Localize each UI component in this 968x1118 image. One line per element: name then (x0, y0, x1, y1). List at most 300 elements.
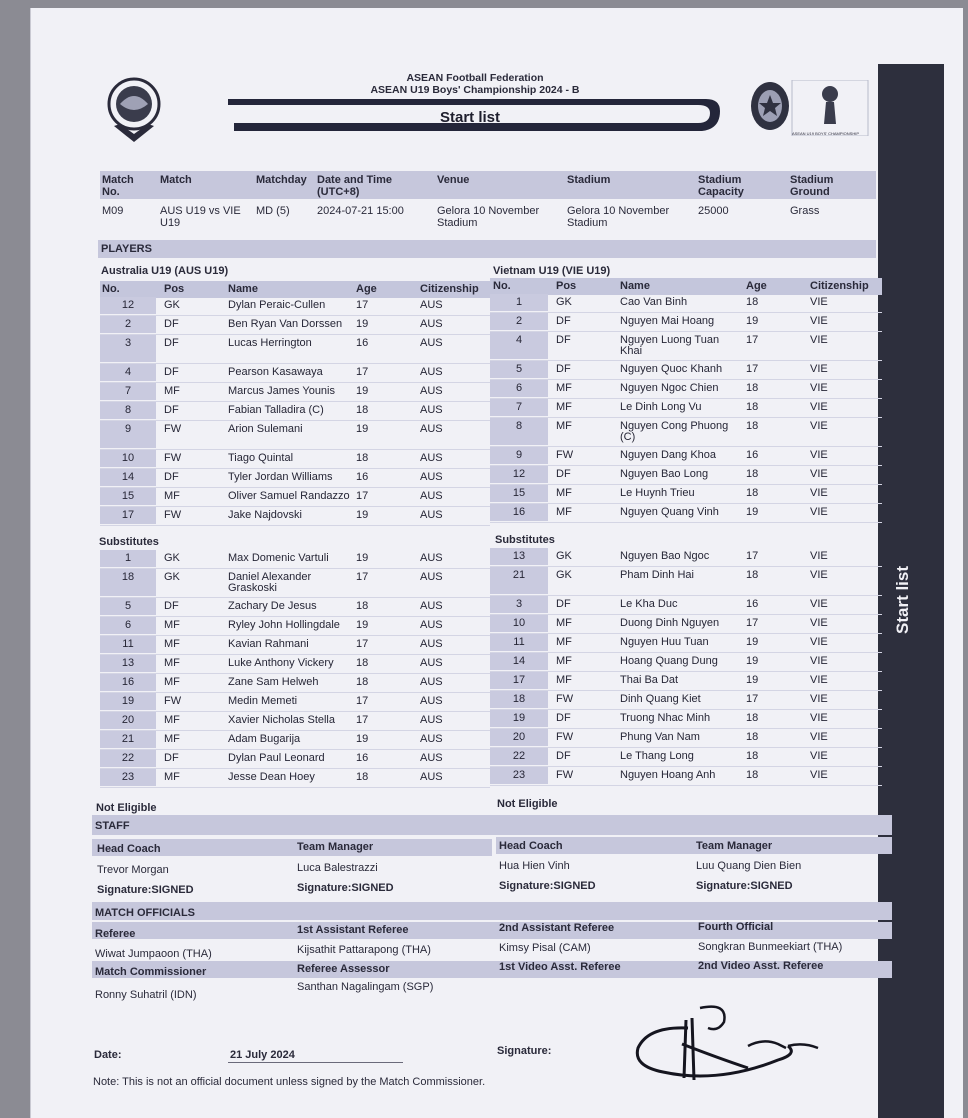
date-value: 21 July 2024 (230, 1049, 295, 1061)
player-age: 18 (356, 657, 369, 669)
player-no: 2 (515, 315, 523, 327)
player-name: Dylan Peraic-Cullen (228, 299, 326, 311)
player-no: 11 (513, 636, 525, 648)
player-pos: GK (164, 571, 180, 583)
player-name: Jake Najdovski (228, 509, 302, 521)
row-separator (100, 635, 490, 636)
row-separator (490, 690, 882, 691)
player-name: Thai Ba Dat (620, 674, 679, 686)
player-name: Nguyen Luong Tuan Khai (620, 334, 720, 357)
player-age: 19 (356, 423, 369, 435)
player-name: Nguyen Quang Vinh (620, 506, 719, 518)
commissioner-signature-icon (628, 998, 848, 1090)
column-header-citizenship: Citizenship (420, 283, 479, 295)
player-pos: MF (164, 385, 180, 397)
row-separator (100, 334, 490, 335)
team-name: Australia U19 (AUS U19) (101, 265, 229, 277)
player-name: Nguyen Huu Tuan (620, 636, 709, 648)
player-no: 17 (121, 509, 135, 521)
player-no: 9 (124, 423, 132, 435)
player-name: Nguyen Bao Long (620, 468, 709, 480)
player-pos: FW (164, 423, 182, 435)
row-separator (100, 749, 490, 750)
player-citizenship: VIE (810, 769, 828, 781)
row-separator (100, 711, 490, 712)
player-name: Ben Ryan Van Dorssen (228, 318, 343, 330)
player-pos: FW (556, 449, 574, 461)
player-age: 18 (746, 731, 759, 743)
player-name: Oliver Samuel Randazzo (228, 490, 350, 502)
player-pos: FW (556, 693, 574, 705)
player-age: 17 (356, 638, 369, 650)
staff-bar (92, 815, 892, 835)
player-age: 18 (746, 382, 759, 394)
player-age: 19 (356, 733, 369, 745)
players-bar (98, 240, 876, 258)
player-no: 4 (124, 366, 132, 378)
player-name: Nguyen Quoc Khanh (620, 363, 723, 375)
player-pos: FW (164, 452, 182, 464)
row-separator (100, 787, 490, 788)
player-no: 23 (512, 769, 526, 781)
vie-team-manager-signature: Signature:SIGNED (696, 880, 793, 892)
row-separator (100, 449, 490, 450)
row-separator (490, 331, 882, 332)
player-pos: MF (556, 382, 572, 394)
player-pos: FW (164, 509, 182, 521)
player-age: 18 (746, 769, 759, 781)
match-header-datetime: Date and Time (UTC+8) (317, 174, 392, 198)
player-pos: DF (164, 752, 179, 764)
player-age: 19 (356, 619, 369, 631)
player-no: 9 (515, 449, 523, 461)
row-separator (100, 363, 490, 364)
player-pos: MF (556, 636, 572, 648)
player-citizenship: AUS (420, 752, 443, 764)
vie-head-coach-signature: Signature:SIGNED (499, 880, 596, 892)
trophy-logo-caption: ASEAN U19 BOYS' CHAMPIONSHIP (792, 131, 860, 136)
column-header-name: Name (620, 280, 650, 292)
player-name: Cao Van Binh (620, 296, 688, 308)
player-name: Arion Sulemani (228, 423, 303, 435)
player-name: Nguyen Bao Ngoc (620, 550, 710, 562)
player-citizenship: VIE (810, 693, 828, 705)
player-age: 16 (356, 752, 369, 764)
player-citizenship: AUS (420, 638, 443, 650)
player-citizenship: AUS (420, 423, 443, 435)
player-name: Phung Van Nam (620, 731, 700, 743)
row-separator (100, 315, 490, 316)
player-pos: MF (164, 657, 180, 669)
match-value-match: AUS U19 vs VIE U19 (160, 205, 241, 229)
player-age: 17 (356, 299, 369, 311)
match-commissioner-name: Ronny Suhatril (IDN) (95, 989, 197, 1001)
column-header-no: No. (493, 280, 511, 292)
player-pos: DF (164, 337, 179, 349)
player-name: Le Huynh Trieu (620, 487, 695, 499)
row-separator (100, 525, 490, 526)
page-title: Start list (439, 109, 500, 126)
player-age: 19 (746, 674, 759, 686)
row-separator (100, 506, 490, 507)
player-no: 15 (121, 490, 135, 502)
player-citizenship: VIE (810, 468, 828, 480)
match-header-stadium: Stadium (567, 174, 611, 186)
player-citizenship: VIE (810, 674, 828, 686)
player-pos: DF (556, 334, 571, 346)
championship-name: ASEAN U19 Boys' Championship 2024 - B (370, 84, 580, 96)
player-no: 12 (512, 468, 526, 480)
row-separator (100, 768, 490, 769)
players-label: PLAYERS (101, 243, 152, 255)
player-age: 17 (746, 550, 759, 562)
player-pos: MF (164, 490, 180, 502)
player-no: 6 (124, 619, 132, 631)
player-pos: MF (164, 733, 180, 745)
player-pos: DF (556, 750, 571, 762)
player-no: 16 (121, 676, 135, 688)
player-name: Kavian Rahmani (228, 638, 309, 650)
match-header-capacity: Stadium Capacity (698, 174, 744, 198)
player-citizenship: VIE (810, 449, 828, 461)
fourth-official-label: Fourth Official (698, 921, 774, 933)
player-age: 18 (746, 569, 759, 581)
player-age: 17 (746, 363, 759, 375)
match-header-venue: Venue (437, 174, 470, 186)
edge-label: Start list (893, 565, 912, 635)
row-separator (490, 566, 882, 567)
player-no: 21 (512, 569, 526, 581)
player-name: Le Dinh Long Vu (620, 401, 702, 413)
second-assistant-referee-name: Kimsy Pisal (CAM) (499, 942, 591, 954)
player-pos: MF (556, 487, 572, 499)
player-pos: DF (164, 318, 179, 330)
player-pos: MF (556, 617, 572, 629)
player-citizenship: AUS (420, 714, 443, 726)
player-citizenship: AUS (420, 452, 443, 464)
player-no: 21 (121, 733, 135, 745)
match-header-matchday: Matchday (256, 174, 307, 186)
row-separator (100, 468, 490, 469)
player-no: 14 (512, 655, 526, 667)
player-no: 13 (512, 550, 526, 562)
match-header-ground: Stadium Ground (790, 174, 834, 198)
player-age: 18 (356, 676, 369, 688)
player-pos: MF (164, 714, 180, 726)
player-name: Ryley John Hollingdale (228, 619, 340, 631)
player-age: 18 (746, 750, 759, 762)
match-value-ground: Grass (790, 205, 820, 217)
match-commissioner-label: Match Commissioner (95, 966, 207, 978)
column-header-citizenship: Citizenship (810, 280, 869, 292)
not-eligible-label: Not Eligible (96, 802, 157, 814)
row-separator (490, 709, 882, 710)
player-citizenship: VIE (810, 487, 828, 499)
row-separator (490, 379, 882, 380)
player-pos: GK (556, 550, 572, 562)
player-name: Jesse Dean Hoey (228, 771, 315, 783)
player-citizenship: AUS (420, 490, 443, 502)
player-citizenship: VIE (810, 296, 828, 308)
team-name: Vietnam U19 (VIE U19) (493, 265, 611, 277)
fourth-official-name: Songkran Bunmeekiart (THA) (698, 941, 843, 953)
aff-logo-icon (104, 76, 164, 148)
player-age: 18 (356, 404, 369, 416)
first-var-label: 1st Video Asst. Referee (499, 961, 621, 973)
player-name: Hoang Quang Dung (620, 655, 718, 667)
player-age: 19 (356, 509, 369, 521)
player-pos: DF (556, 598, 571, 610)
column-header-name: Name (228, 283, 258, 295)
player-pos: FW (556, 769, 574, 781)
row-separator (490, 671, 882, 672)
player-no: 3 (515, 598, 523, 610)
row-separator (490, 484, 882, 485)
player-name: Tyler Jordan Williams (228, 471, 333, 483)
player-name: Tiago Quintal (228, 452, 294, 464)
player-pos: MF (164, 676, 180, 688)
player-name: Max Domenic Vartuli (228, 552, 329, 564)
player-age: 18 (356, 771, 369, 783)
aus-team-manager-name: Luca Balestrazzi (297, 862, 378, 874)
player-name: Fabian Talladira (C) (228, 404, 324, 416)
player-pos: FW (164, 695, 182, 707)
row-separator (490, 652, 882, 653)
player-name: Zane Sam Helweh (228, 676, 319, 688)
player-no: 19 (512, 712, 526, 724)
row-separator (490, 747, 882, 748)
player-no: 20 (512, 731, 526, 743)
player-citizenship: VIE (810, 382, 828, 394)
aus-team-manager-label: Team Manager (297, 841, 374, 853)
player-citizenship: AUS (420, 366, 443, 378)
player-name: Nguyen Mai Hoang (620, 315, 715, 327)
player-no: 12 (121, 299, 135, 311)
player-name: Dinh Quang Kiet (620, 693, 701, 705)
player-pos: MF (556, 401, 572, 413)
date-label: Date: (94, 1049, 122, 1061)
player-no: 7 (124, 385, 132, 397)
row-separator (100, 420, 490, 421)
player-no: 14 (121, 471, 135, 483)
player-name: Pham Dinh Hai (620, 569, 694, 581)
player-no: 1 (124, 552, 132, 564)
substitutes-label: Substitutes (99, 536, 159, 548)
row-separator (490, 785, 882, 786)
player-no: 19 (121, 695, 135, 707)
player-age: 19 (356, 318, 369, 330)
player-citizenship: VIE (810, 636, 828, 648)
player-citizenship: VIE (810, 617, 828, 629)
player-citizenship: AUS (420, 695, 443, 707)
player-citizenship: AUS (420, 619, 443, 631)
player-no: 17 (512, 674, 526, 686)
player-citizenship: AUS (420, 385, 443, 397)
second-var-label: 2nd Video Asst. Referee (698, 960, 824, 972)
player-age: 17 (356, 490, 369, 502)
row-separator (490, 614, 882, 615)
player-no: 22 (512, 750, 526, 762)
player-pos: DF (556, 315, 571, 327)
column-header-age: Age (746, 280, 767, 292)
player-citizenship: VIE (810, 731, 828, 743)
player-no: 11 (122, 638, 134, 650)
player-name: Marcus James Younis (228, 385, 335, 397)
referee-assessor-name: Santhan Nagalingam (SGP) (297, 981, 434, 993)
row-separator (490, 446, 882, 447)
player-age: 19 (746, 636, 759, 648)
match-value-capacity: 25000 (698, 205, 729, 217)
referee-assessor-label: Referee Assessor (297, 963, 390, 975)
player-name: Nguyen Cong Phuong (C) (620, 420, 729, 443)
match-value-no: M09 (102, 205, 124, 217)
player-citizenship: AUS (420, 509, 443, 521)
player-citizenship: AUS (420, 676, 443, 688)
staff-label: STAFF (95, 820, 130, 832)
player-pos: GK (556, 569, 572, 581)
player-citizenship: VIE (810, 420, 828, 432)
player-citizenship: VIE (810, 712, 828, 724)
referee-name: Wiwat Jumpaoon (THA) (95, 948, 212, 960)
player-age: 17 (356, 366, 369, 378)
match-value-stadium: Gelora 10 November Stadium (567, 205, 670, 229)
officials-bar (92, 902, 892, 920)
player-pos: DF (164, 366, 179, 378)
match-value-datetime: 2024-07-21 15:00 (317, 205, 404, 217)
player-citizenship: AUS (420, 657, 443, 669)
player-age: 16 (356, 471, 369, 483)
player-no: 1 (515, 296, 523, 308)
player-name: Le Kha Duc (620, 598, 678, 610)
player-citizenship: AUS (420, 571, 443, 583)
player-name: Duong Dinh Nguyen (620, 617, 720, 629)
player-name: Le Thang Long (620, 750, 694, 762)
player-no: 10 (512, 617, 526, 629)
federation-name: ASEAN Football Federation (406, 72, 544, 84)
date-underline (228, 1062, 403, 1063)
player-name: Zachary De Jesus (228, 600, 317, 612)
player-citizenship: AUS (420, 733, 443, 745)
player-age: 18 (356, 452, 369, 464)
player-citizenship: VIE (810, 315, 828, 327)
player-name: Dylan Paul Leonard (228, 752, 325, 764)
player-age: 18 (746, 487, 759, 499)
player-no: 16 (512, 506, 526, 518)
player-citizenship: VIE (810, 506, 828, 518)
aus-head-coach-label: Head Coach (97, 843, 161, 855)
row-separator (490, 312, 882, 313)
vie-team-manager-label: Team Manager (696, 840, 773, 852)
vie-head-coach-label: Head Coach (499, 840, 563, 852)
match-header-match: Match (160, 174, 192, 186)
player-no: 23 (121, 771, 135, 783)
second-assistant-referee-label: 2nd Assistant Referee (499, 922, 615, 934)
player-citizenship: VIE (810, 401, 828, 413)
player-citizenship: AUS (420, 337, 443, 349)
player-age: 16 (356, 337, 369, 349)
aus-head-coach-signature: Signature:SIGNED (97, 884, 194, 896)
player-no: 10 (121, 452, 135, 464)
player-no: 22 (121, 752, 135, 764)
row-separator (490, 465, 882, 466)
player-name: Nguyen Ngoc Chien (620, 382, 719, 394)
match-value-venue: Gelora 10 November Stadium (437, 205, 540, 229)
federation-heading (330, 72, 620, 96)
player-name: Daniel Alexander Graskoski (228, 571, 312, 594)
player-no: 18 (512, 693, 526, 705)
row-separator (100, 597, 490, 598)
player-pos: MF (164, 638, 180, 650)
player-pos: MF (556, 674, 572, 686)
player-age: 17 (746, 334, 759, 346)
player-pos: MF (164, 619, 180, 631)
row-separator (100, 401, 490, 402)
player-citizenship: VIE (810, 598, 828, 610)
player-citizenship: VIE (810, 363, 828, 375)
player-age: 18 (746, 468, 759, 480)
player-citizenship: VIE (810, 655, 828, 667)
match-header-no: Match No. (102, 174, 134, 198)
first-assistant-referee-name: Kijsathit Pattarapong (THA) (297, 944, 431, 956)
player-pos: DF (556, 363, 571, 375)
player-name: Pearson Kasawaya (228, 366, 323, 378)
player-pos: MF (556, 655, 572, 667)
player-age: 17 (356, 714, 369, 726)
player-name: Lucas Herrington (228, 337, 312, 349)
column-header-pos: Pos (556, 280, 577, 292)
player-pos: DF (164, 600, 179, 612)
vie-team-manager-name: Luu Quang Dien Bien (696, 860, 802, 872)
vie-head-coach-name: Hua Hien Vinh (499, 860, 570, 872)
player-pos: DF (164, 471, 179, 483)
not-eligible-label: Not Eligible (497, 798, 558, 810)
aus-team-manager-signature: Signature:SIGNED (297, 882, 394, 894)
player-age: 16 (746, 449, 759, 461)
player-age: 19 (356, 385, 369, 397)
player-no: 6 (515, 382, 523, 394)
row-separator (490, 766, 882, 767)
player-no: 15 (512, 487, 526, 499)
row-separator (490, 360, 882, 361)
player-age: 18 (746, 420, 759, 432)
player-pos: MF (556, 420, 572, 432)
row-separator (100, 487, 490, 488)
row-separator (100, 692, 490, 693)
player-name: Luke Anthony Vickery (228, 657, 334, 669)
row-separator (100, 673, 490, 674)
footer-note: Note: This is not an official document unless signed by the Match Commissioner. (93, 1076, 486, 1088)
row-separator (490, 398, 882, 399)
player-pos: DF (556, 712, 571, 724)
player-age: 17 (746, 617, 759, 629)
row-separator (100, 568, 490, 569)
player-no: 5 (515, 363, 523, 375)
player-no: 8 (515, 420, 523, 432)
row-separator (100, 382, 490, 383)
row-separator (490, 595, 882, 596)
player-no: 5 (124, 600, 132, 612)
player-name: Nguyen Dang Khoa (620, 449, 717, 461)
player-pos: GK (164, 552, 180, 564)
player-pos: GK (556, 296, 572, 308)
player-no: 4 (515, 334, 523, 346)
first-assistant-referee-label: 1st Assistant Referee (297, 924, 409, 936)
row-separator (490, 728, 882, 729)
row-separator (100, 654, 490, 655)
player-no: 18 (121, 571, 135, 583)
player-age: 17 (356, 571, 369, 583)
player-no: 13 (121, 657, 135, 669)
